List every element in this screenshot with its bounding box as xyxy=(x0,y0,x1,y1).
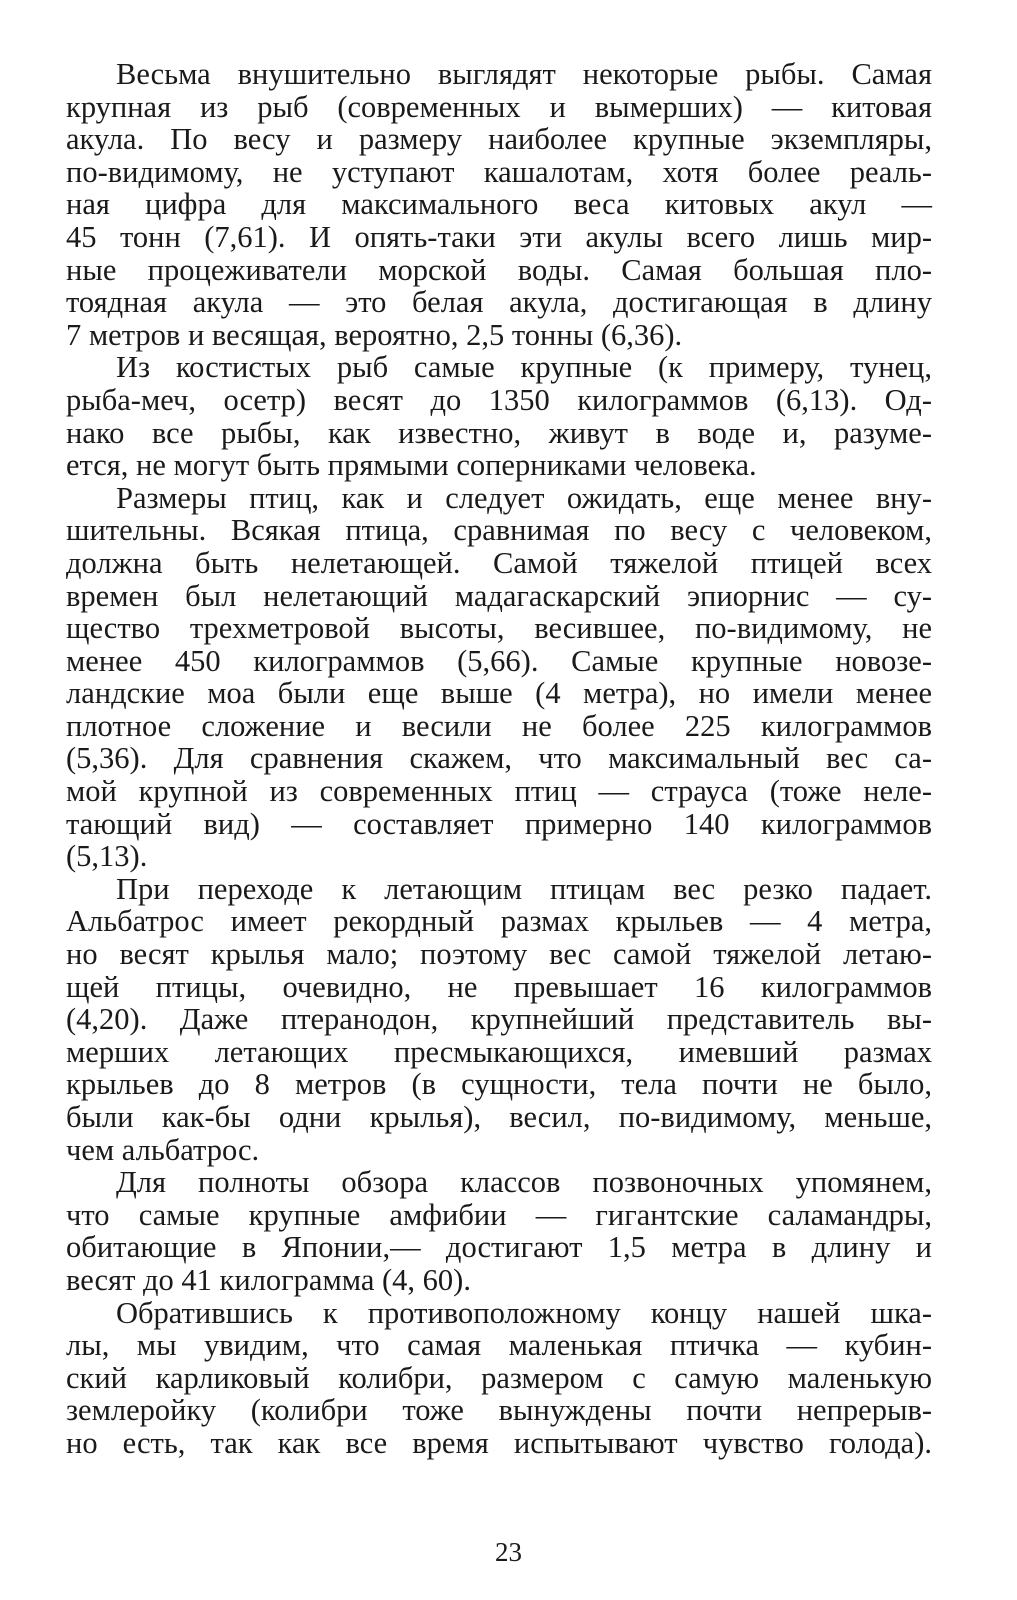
text-line: Размеры птиц, как и следует ожидать, еще менее вну- xyxy=(116,480,932,515)
text-line: но весят крылья мало; поэтому вес самой тяжелой летаю- xyxy=(66,937,932,972)
text-line: обитающие в Японии,— достигают 1,5 метра в длину и xyxy=(66,1230,932,1265)
page-number: 23 xyxy=(495,1537,522,1567)
book-page-text xyxy=(66,58,932,1460)
text-line: 7 метров и весящая, вероятно, 2,5 тонны (6,36). xyxy=(66,317,683,352)
text-line: (5,13). xyxy=(66,839,148,874)
paragraph-hummingbird xyxy=(66,1297,932,1460)
text-line: землеройку (колибри тоже вынуждены почти непрерыв- xyxy=(66,1393,932,1428)
text-line: мерших летающих пресмыкающихся, имевший размах xyxy=(66,1034,932,1069)
text-line: ский карликовый колибри, размером с самую маленькую xyxy=(66,1360,932,1395)
text-line: весят до 41 килограмма (4, 60). xyxy=(66,1262,471,1297)
text-line: 45 тонн (7,61). И опять-таки эти акулы всего лишь мир- xyxy=(66,219,932,254)
text-line: щество трехметровой высоты, весившее, по-видимому, не xyxy=(66,611,932,646)
text-line: что самые крупные амфибии — гигантские саламандры, xyxy=(66,1197,932,1232)
text-line: времен был нелетающий мадагаскарский эпиорнис — су- xyxy=(66,578,932,613)
text-line: ная цифра для максимального веса китовых акул — xyxy=(66,187,932,222)
paragraph-fish xyxy=(66,58,932,351)
text-line: крыльев до 8 метров (в сущности, тела почти не было, xyxy=(66,1067,932,1102)
text-line: Для полноты обзора классов позвоночных упомянем, xyxy=(116,1165,932,1200)
text-line: Весьма внушительно выглядят некоторые рыбы. Самая xyxy=(116,57,932,91)
text-line: ные процеживатели морской воды. Самая большая пло- xyxy=(66,252,932,287)
paragraph-flying-birds xyxy=(66,873,932,1166)
text-line: шительны. Всякая птица, сравнимая по весу с человеком, xyxy=(66,513,932,548)
text-line: При переходе к летающим птицам вес резко падает. xyxy=(116,871,932,906)
text-line: щей птицы, очевидно, не превышает 16 килограммов xyxy=(66,969,932,1004)
text-line: тоядная акула — это белая акула, достигающая в длину xyxy=(66,285,932,320)
text-line: менее 450 килограммов (5,66). Самые крупные новозе- xyxy=(66,643,932,678)
text-line: тающий вид) — составляет примерно 140 килограммов xyxy=(66,806,932,841)
text-line: лы, мы увидим, что самая маленькая птичка — кубин- xyxy=(66,1328,932,1363)
text-line: (4,20). Даже птеранодон, крупнейший представитель вы- xyxy=(66,1002,932,1037)
text-line: ется, не могут быть прямыми соперниками человека. xyxy=(66,448,757,483)
text-line: рыба-меч, осетр) весят до 1350 килограммов (6,13). Од- xyxy=(66,382,932,417)
text-line: Из костистых рыб самые крупные (к примеру, тунец, xyxy=(116,350,932,385)
text-line: (5,36). Для сравнения скажем, что максимальный вес са- xyxy=(66,741,932,776)
text-line: Альбатрос имеет рекордный размах крыльев — 4 метра, xyxy=(66,904,932,939)
paragraph-birds xyxy=(66,482,932,873)
text-line: ландские моа были еще выше (4 метра), но имели менее xyxy=(66,676,932,711)
text-line: Обратившись к противоположному концу нашей шка- xyxy=(116,1295,932,1330)
paragraph-amphibians xyxy=(66,1166,932,1296)
text-line: были как-бы одни крылья), весил, по-видимому, меньше, xyxy=(66,1100,932,1134)
text-line: чем альбатрос. xyxy=(66,1132,260,1167)
text-line: должна быть нелетающей. Самой тяжелой птицей всех xyxy=(66,545,932,580)
text-line: нако все рыбы, как известно, живут в воде и, разуме- xyxy=(66,415,932,450)
paragraph-bony-fish xyxy=(66,351,932,481)
text-line: но есть, так как все время испытывают чувство голода). xyxy=(66,1425,932,1460)
text-line: по-видимому, не уступают кашалотам, хотя более реаль- xyxy=(66,154,932,189)
text-line: мой крупной из современных птиц — страуса (тоже неле- xyxy=(66,774,932,809)
text-line: крупная из рыб (современных и вымерших) — китовая xyxy=(66,89,932,124)
text-line: плотное сложение и весили не более 225 килограммов xyxy=(66,708,932,743)
text-line: акула. По весу и размеру наиболее крупные экземпляры, xyxy=(66,122,932,157)
